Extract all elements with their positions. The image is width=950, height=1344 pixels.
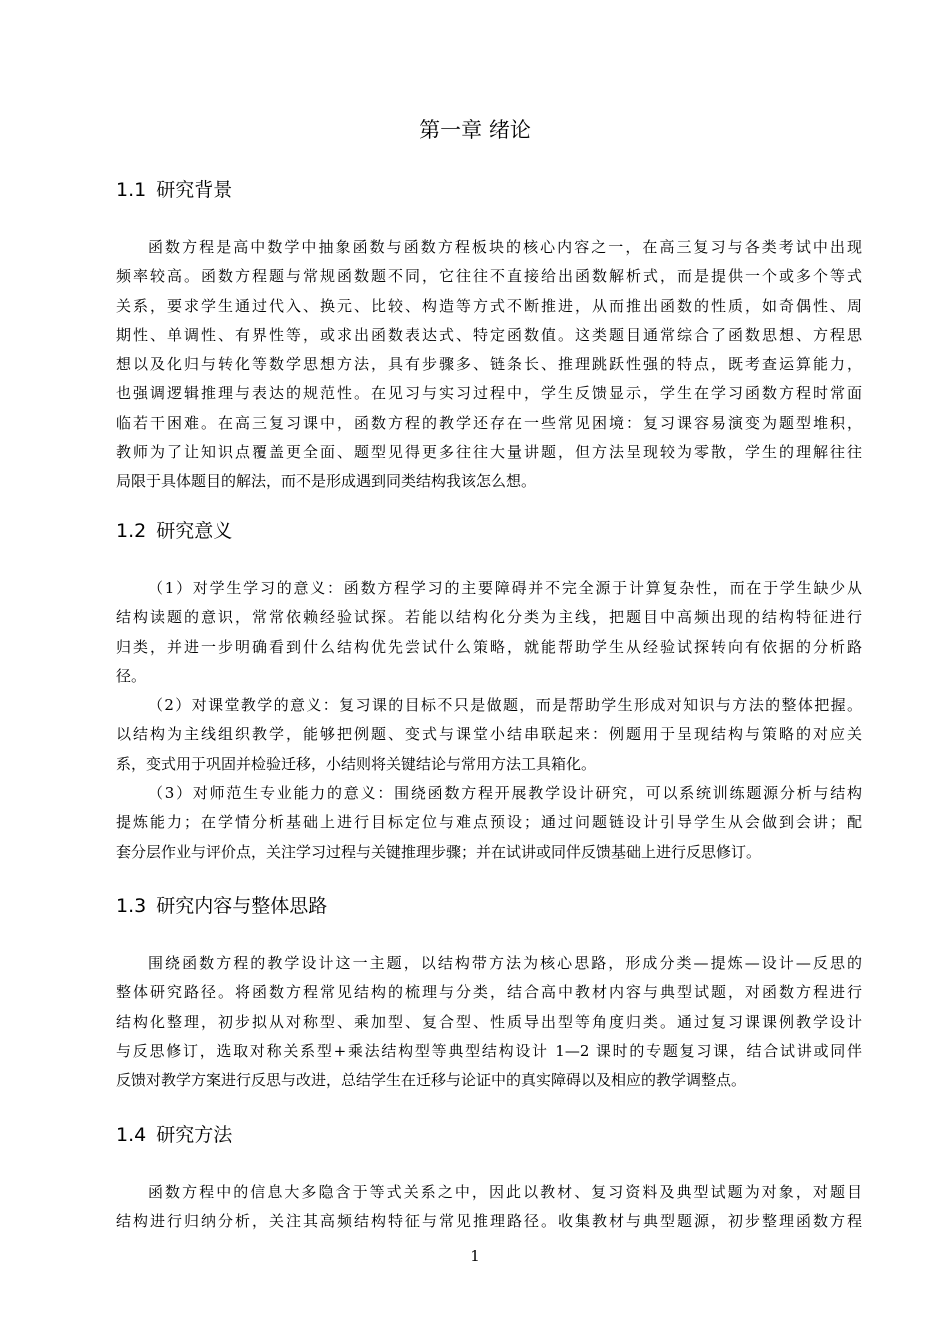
text-line: （2）对课堂教学的意义：复习课的目标不只是做题，而是帮助学生形成对知识与方法的整体把握。 bbox=[148, 696, 862, 715]
text-line: 局限于具体题目的解法，而不是形成遇到同类结构我该怎么想。 bbox=[116, 472, 537, 491]
section-1-4-body bbox=[116, 1178, 862, 1237]
text-line: 函数方程中的信息大多隐含于等式关系之中，因此以教材、复习资料及典型试题为对象，对题目 bbox=[148, 1183, 862, 1201]
section-title: 研究意义 bbox=[156, 520, 233, 542]
section-title: 研究背景 bbox=[156, 179, 233, 201]
section-number: 1.4 bbox=[116, 1124, 147, 1146]
text-line: 径。 bbox=[116, 666, 147, 685]
section-number: 1.1 bbox=[116, 179, 147, 201]
text-line: 与反思修订，选取对称关系型+乘法结构型等典型结构设计 1—2 课时的专题复习课，结合试讲或同伴 bbox=[116, 1041, 862, 1060]
section-heading-1-3 bbox=[116, 893, 327, 919]
text-line: 归类，并进一步明确看到什么结构优先尝试什么策略，就能帮助学生从经验试探转向有依据的分析路 bbox=[116, 637, 862, 656]
chapter-title: 第一章 绪论 bbox=[419, 118, 531, 142]
section-heading-1-4 bbox=[116, 1122, 232, 1148]
text-line: 系，变式用于巩固并检验迁移，小结则将关键结论与常用方法工具箱化。 bbox=[116, 754, 597, 773]
section-title: 研究内容与整体思路 bbox=[156, 895, 328, 917]
text-line: 也强调逻辑推理与表达的规范性。在见习与实习过程中，学生反馈显示，学生在学习函数方程时常面 bbox=[116, 384, 862, 403]
page-number: 1 bbox=[470, 1247, 480, 1265]
text-line: 函数方程是高中数学中抽象函数与函数方程板块的核心内容之一，在高三复习与各类考试中出现 bbox=[148, 238, 862, 256]
text-line: 教师为了让知识点覆盖更全面、题型见得更多往往大量讲题，但方法呈现较为零散，学生的理解往往 bbox=[116, 443, 862, 462]
text-line: （1）对学生学习的意义：函数方程学习的主要障碍并不完全源于计算复杂性，而在于学生缺少从 bbox=[148, 579, 862, 597]
text-line: 围绕函数方程的教学设计这一主题，以结构带方法为核心思路，形成分类—提炼—设计—反思的 bbox=[148, 954, 862, 972]
text-line: 提炼能力；在学情分析基础上进行目标定位与难点预设；通过问题链设计引导学生从会做到会讲；配 bbox=[116, 813, 862, 832]
text-line: 反馈对教学方案进行反思与改进，总结学生在迁移与论证中的真实障碍以及相应的教学调整点。 bbox=[116, 1071, 747, 1090]
text-line: 临若干困难。在高三复习课中，函数方程的教学还存在一些常见困境：复习课容易演变为题型堆积， bbox=[116, 413, 862, 432]
text-line: 套分层作业与评价点，关注学习过程与关键推理步骤；并在试讲或同伴反馈基础上进行反思修订。 bbox=[116, 842, 762, 861]
text-line: 想以及化归与转化等数学思想方法，具有步骤多、链条长、推理跳跃性强的特点，既考查运算能力， bbox=[116, 355, 862, 374]
text-line: 结构化整理，初步拟从对称型、乘加型、复合型、性质导出型等角度归类。通过复习课课例教学设计 bbox=[116, 1012, 862, 1031]
section-number: 1.3 bbox=[116, 895, 147, 917]
text-line: 结构进行归纳分析，关注其高频结构特征与常见推理路径。收集教材与典型题源，初步整理函数方程 bbox=[116, 1212, 862, 1231]
text-line: 以结构为主线组织教学，能够把例题、变式与课堂小结串联起来：例题用于呈现结构与策略的对应关 bbox=[116, 725, 862, 744]
text-line: 整体研究路径。将函数方程常见结构的梳理与分类，结合高中教材内容与典型试题，对函数方程进行 bbox=[116, 983, 862, 1002]
section-heading-1-2 bbox=[116, 518, 232, 544]
text-line: （3）对师范生专业能力的意义：围绕函数方程开展教学设计研究，可以系统训练题源分析与结构 bbox=[148, 784, 862, 803]
section-title: 研究方法 bbox=[156, 1124, 233, 1146]
text-line: 频率较高。函数方程题与常规函数题不同，它往往不直接给出函数解析式，而是提供一个或多个等式 bbox=[116, 267, 862, 286]
text-line: 期性、单调性、有界性等，或求出函数表达式、特定函数值。这类题目通常综合了函数思想、方程思 bbox=[116, 325, 862, 344]
section-heading-1-1 bbox=[116, 177, 232, 203]
text-line: 关系，要求学生通过代入、换元、比较、构造等方式不断推进，从而推出函数的性质，如奇偶性、周 bbox=[116, 296, 862, 315]
section-1-2-body bbox=[116, 574, 862, 867]
text-line: 结构读题的意识，常常依赖经验试探。若能以结构化分类为主线，把题目中高频出现的结构特征进行 bbox=[116, 608, 862, 627]
section-1-1-body bbox=[116, 233, 862, 497]
section-1-3-body bbox=[116, 949, 862, 1095]
section-number: 1.2 bbox=[116, 520, 147, 542]
